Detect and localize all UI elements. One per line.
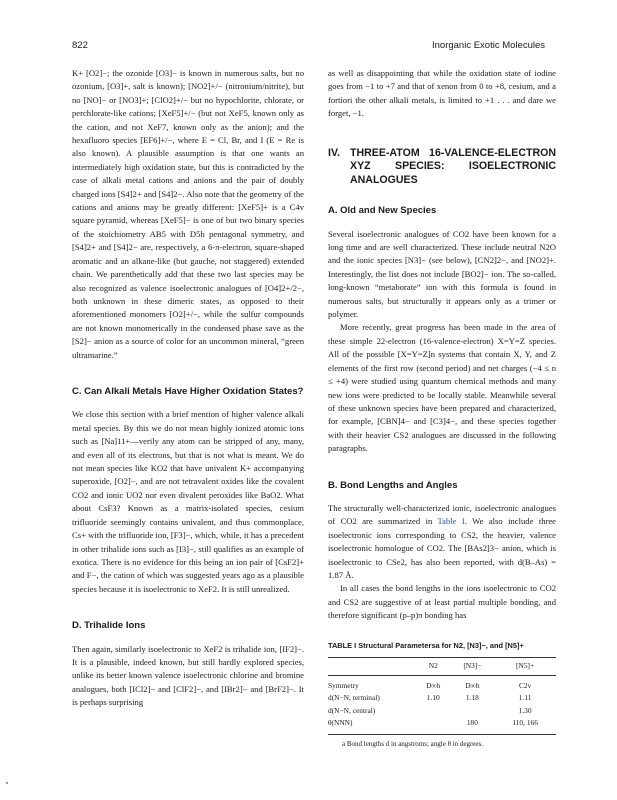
paragraph: Then again, similarly isoelectronic to XeF2 is trihalide ion, [IF2]−. It is a plausible, indeed known, but still hardly explored species, unlike its better known valence isoelectronic chlorine and bromine analogues, both [ICl2]− and [ClF2]−, and [IBr2]− and [BrF2]−. It is perhaps surprising xyxy=(72,643,304,708)
section-title: THREE-ATOM 16-VALENCE-ELECTRON XYZ SPECIES: ISOELECTRONIC ANALOGUES xyxy=(350,146,556,186)
paragraph: K+ [O2]−; the ozonide [O3]− is known in numerous salts, but no ozonium, [O3]+, salt is known); [NO2]+/− (nitronium/nitrite), but no [NO]− or [NO3]+; [ClO2]+/− but no hypochlorite, chlorate, or perchlorate-like cations; [XeF5]+/− (but not XeF5, known only as the cation, and not XeF7, known only as the anion); and the hexafluoro species [EF6]+/−, where E = Cl, Br, and I (E = Re is also known). A plausible assumption is that one wants an intermediately high oxidation state, but this is contradicted by the case of alkali metal cations and anions and the pair of doubly charged ions [S4]2+ and [S4]2−. Also note that the geometry of the cations and anions may be greatly different: [XeF5]+ is a C4v square pyramid, whereas [XeF5]− is one of but two binary species of the stoichiometry AB5 with D5h pentagonal symmetry, and [S4]2+ and [S4]2− are, respectively, a 6-π-electron, square-shaped aromatic and an alkane-like (but gauche, not staggered) extended chain. We parenthetically add that these two last species may be also recognized as valence isoelectronic analogues of [O4]2+/2−, both unknown in these dimeric states, as opposed to their aforementioned monomers [O2]+/−, while the sulfur compounds are not known monomerically in the condensed phase save as the [S2]− anion as a source of color for an uncommon mineral, “green ultramarine.” xyxy=(72,68,304,360)
paragraph xyxy=(328,502,556,582)
table-1 xyxy=(328,641,556,749)
table-cell: 110, 166 xyxy=(494,717,556,734)
table-cell: d(N−N, central) xyxy=(328,705,376,715)
table-row xyxy=(328,717,556,734)
table-header-cell: N2 xyxy=(416,658,451,676)
table-cell: D∞h xyxy=(465,680,480,690)
scan-speck xyxy=(6,782,8,784)
table-header-row xyxy=(328,658,556,676)
running-header xyxy=(72,40,545,54)
text-run: . We also include three isoelectronic ions corresponding to CS2, the heavier, valence isoelectronic homologue of CO2. The [BAs2]3− anion, which is isoelectronic to CSe2, has also been reported, with d(B–As) = 1.87 Å. xyxy=(328,516,556,581)
section-heading-iv xyxy=(328,147,556,188)
table-cell xyxy=(451,705,495,718)
section-number: IV. xyxy=(328,146,340,159)
table-header-cell xyxy=(328,658,416,676)
right-column xyxy=(328,67,556,749)
table-footnote: a Bond lengths d in angstroms; angle θ in degrees. xyxy=(342,739,483,748)
table-cell: 180 xyxy=(451,717,495,734)
table-cell: 1.11 xyxy=(518,693,532,703)
table-cell: Symmetry xyxy=(328,680,359,690)
table-caption: TABLE I Structural Parametersa for N2, [N3]−, and [N5]+ xyxy=(328,640,524,650)
table-cell: 1.30 xyxy=(518,705,532,715)
section-heading-a: A. Old and New Species xyxy=(328,205,437,217)
table-cell: C2v xyxy=(518,680,532,690)
table-cell: d(N−N, terminal) xyxy=(328,693,380,703)
table-cell xyxy=(416,717,451,734)
table-row xyxy=(328,675,556,692)
table-row xyxy=(328,692,556,705)
paragraph: Several isoelectronic analogues of CO2 have been known for a long time and are well characterized. These include neutral N2O and the ionic species [N3]− (see below), [CN2]2−, and [NO2]+. Interestingly, the list does not include [BO2]− ion. The so-called, long-known “metaborate” ion with this formula is found in numerous salts, but structurally it appears only as a trimer or polymer. xyxy=(328,228,556,320)
paragraph: More recently, great progress has been made in the area of these simple 22-electron (16-valence-electron) X=Y=Z species. All of the possible [X=Y=Z]n systems that contain X, Y, and Z elements of the first row (second period) and net charges (−4 ≤ n ≤ +4) were studied using quantum chemical methods and many new ions were predicted to be locally stable. Meanwhile several of these unknown species have been prepared and characterized, for example, [CBN]4− and [C3]4−, and these species together with their heavier CS2 analogues are discussed in the following paragraphs. xyxy=(328,322,556,454)
table-cell xyxy=(416,705,451,718)
paragraph: as well as disappointing that while the oxidation state of iodine goes from −1 to +7 and that of xenon from 0 to +8, cesium, and a fortiori the other alkali metals, is limited to +1 . . . and dare we forget, −1. xyxy=(328,68,556,119)
paragraph: We close this section with a brief mention of higher valence alkali metal species. By this we do not mean highly ionized atomic ions such as [Na]11+—verily any atom can be stripped of any, many, and even all of its electrons, but that is not what is meant. We do not mean species like KO2 that have univalent K+ accompanying superoxide, [O2]−, and are not tetravalent oxides like the covalent CO2 and ionic UO2 nor even divalent peroxides like BaO2. What about CsF3? Known as a matrix-isolated species, cesium trifluoride seemingly contains univalent, and thus commonplace, Cs+ with the trifluoride ion, [F3]−, which, while, it has a precedent in other trihalide ions such as [I3]−, still qualifies as an example of exotica. There is no evidence for this being an ion pair of [CsF2]+ and F−, the cation of which was suggested years ago as a plausible species because it is isoelectronic to XeF2. It is still unrealized. xyxy=(72,409,304,594)
section-heading-d: D. Trihalide Ions xyxy=(72,620,146,632)
page-number: 822 xyxy=(72,40,88,51)
table-cell: 1.10 xyxy=(426,693,440,703)
text-run: The structurally well-characterized ionic, isoelectronic analogues of CO2 are summarized in xyxy=(328,503,556,527)
table-reference-link[interactable]: Table I xyxy=(437,516,465,527)
table-header-cell: [N3]− xyxy=(451,658,495,676)
table-header-cell: [N5]+ xyxy=(494,658,556,676)
table-cell: θ(NNN) xyxy=(328,717,416,734)
structural-parameters-table xyxy=(328,657,556,735)
section-heading-c: C. Can Alkali Metals Have Higher Oxidation States? xyxy=(72,385,304,397)
paragraph: In all cases the bond lengths in the ions isoelectronic to CO2 and CS2 are suggestive of at least partial multiple bonding, and therefore significant (p–p)π bonding has xyxy=(328,583,556,621)
table-row xyxy=(328,705,556,718)
section-heading-b: B. Bond Lengths and Angles xyxy=(328,479,458,491)
left-column xyxy=(72,67,304,710)
table-cell: D∞h xyxy=(426,680,441,690)
running-title: Inorganic Exotic Molecules xyxy=(432,40,545,51)
table-cell: 1.18 xyxy=(465,693,479,703)
